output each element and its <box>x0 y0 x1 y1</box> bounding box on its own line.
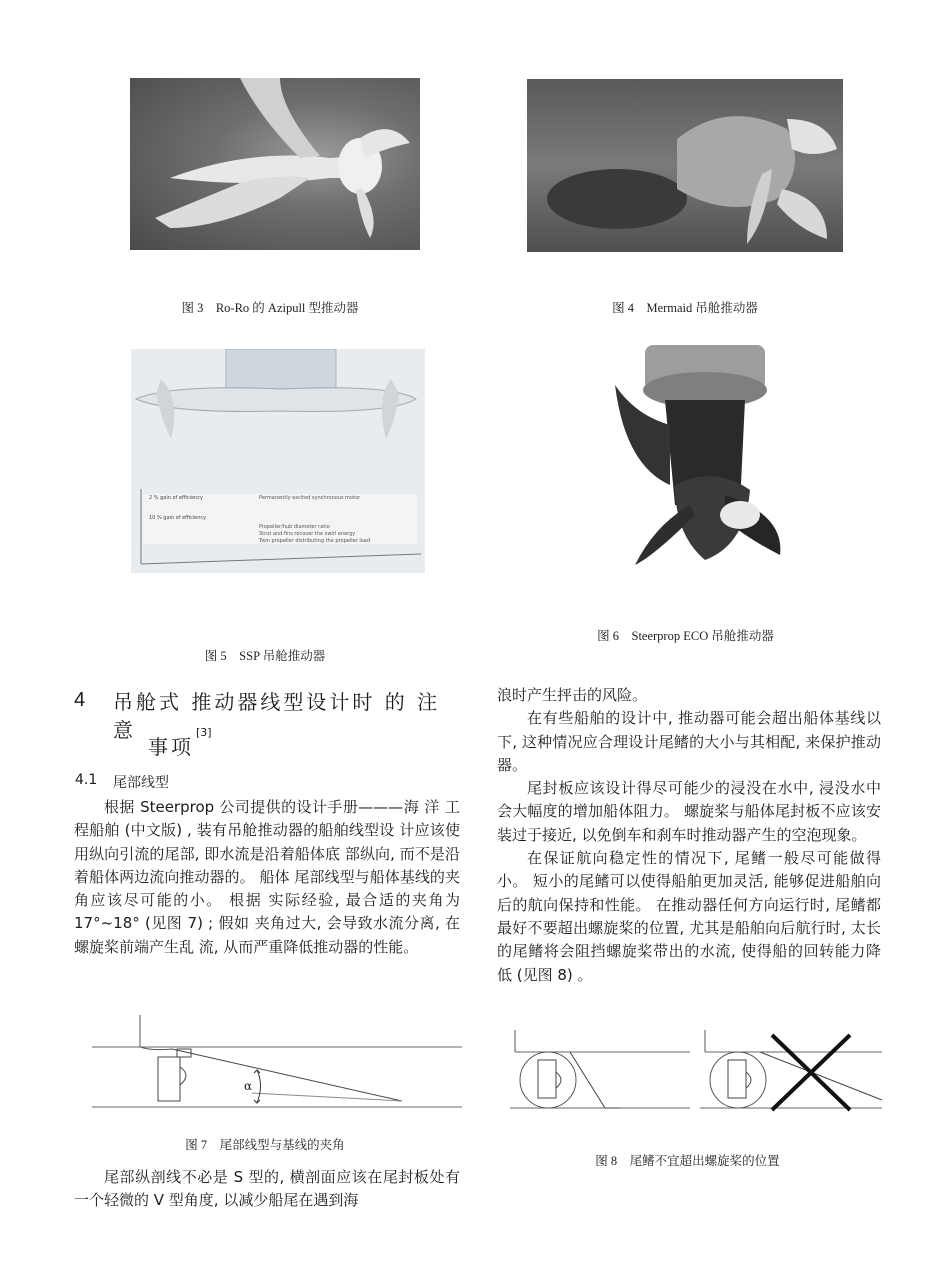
figure-5-legend-2: 10 % gain of efficiency <box>149 515 207 521</box>
figure-5-caption: 图 5 SSP 吊舱推动器 <box>204 649 326 663</box>
section-number: 4 <box>74 689 86 711</box>
figure-5-legend-1: 2 % gain of efficiency <box>149 495 203 501</box>
left-paragraph-2 <box>74 1166 460 1213</box>
figure-3-image <box>130 78 420 250</box>
right-paragraph-2: 尾封板应该设计得尽可能少的浸没在水中, 浸没水中会大幅度的增加船体阻力。 螺旋桨与船体尾封板不应该安装过于接近, 以免倒车和刹车时推动器产生的空泡现象。 <box>497 779 881 844</box>
figure-4-image <box>527 79 843 252</box>
figure-7-angle-label: α <box>244 1079 253 1093</box>
figure-4-caption: 图 4 Mermaid 吊舱推动器 <box>612 301 758 315</box>
section-title-ref: [3] <box>196 726 212 739</box>
figure-5-note-3: Strut and fins recover the swirl energy <box>259 531 356 537</box>
figure-3-caption: 图 3 Ro-Ro 的 Azipull 型推动器 <box>181 301 359 315</box>
subsection-number: 4.1 <box>75 772 98 788</box>
right-paragraph-1: 在有些船舶的设计中, 推动器可能会超出船体基线以下, 这种情况应合理设计尾鳍的大小与其相配, 来保护推动器。 <box>497 709 881 774</box>
figure-6-image <box>575 345 790 570</box>
left-paragraph-1-text: 根据 Steerprop 公司提供的设计手册———海 洋 工程船舶 (中文版) , 装有吊舱推动器的船舶线型设 计应该使用纵向引流的尾部, 即水流是沿着船体底 部纵向, 而不是沿着船体两边流向推动器的。 船体 尾部线型与船体基线的夹角应该尽可能的小。 根据 实际经验, 最合适的夹角为 17°~18° (见图 7) ; 假如 夹角过大, 会导致水流分离, 在螺旋桨前端产生乱 流, 从而严重降低推动器的性能。 <box>74 798 460 956</box>
section-title-line2b: 事项 <box>148 735 194 759</box>
section-title-line2a: 意 <box>113 718 136 742</box>
figure-5-note-4: Twin propeller distributing the propeller load <box>259 538 370 544</box>
figure-5-image <box>131 349 425 573</box>
figure-8-caption: 图 8 尾鳍不宜超出螺旋桨的位置 <box>595 1154 780 1168</box>
figure-7-caption: 图 7 尾部线型与基线的夹角 <box>185 1138 345 1152</box>
right-column-text <box>497 684 881 987</box>
left-paragraph-2-text: 尾部纵剖线不必是 S 型的, 横剖面应该在尾封板处有一个轻微的 V 型角度, 以减少船尾在遇到海 <box>74 1168 460 1210</box>
figure-8-diagram <box>510 1030 885 1115</box>
right-paragraph-0: 浪时产生抨击的风险。 <box>497 686 648 704</box>
figure-5-note-2: Propeller/hub diameter ratio <box>259 524 330 530</box>
figure-7-diagram <box>92 1015 462 1110</box>
subsection-title: 尾部线型 <box>113 775 169 791</box>
section-title-line1: 吊舱式 推动器线型设计时 的 注 <box>113 690 441 714</box>
left-paragraph-1 <box>74 796 460 959</box>
figure-6-caption: 图 6 Steerprop ECO 吊舱推动器 <box>597 629 774 643</box>
figure-5-note-1: Permanently excited synchronous motor <box>259 495 361 501</box>
right-paragraph-3: 在保证航向稳定性的情况下, 尾鳍一般尽可能做得小。 短小的尾鳍可以使得船舶更加灵活, 能够促进船舶向后的航向保持和性能。 在推动器任何方向运行时, 尾鳍都最好不要超出螺旋桨的位置, 尤其是船舶向后航行时, 太长的尾鳍将会阻挡螺旋桨带出的水流, 使得船的回转能力降低 (见图 8) 。 <box>497 849 881 984</box>
